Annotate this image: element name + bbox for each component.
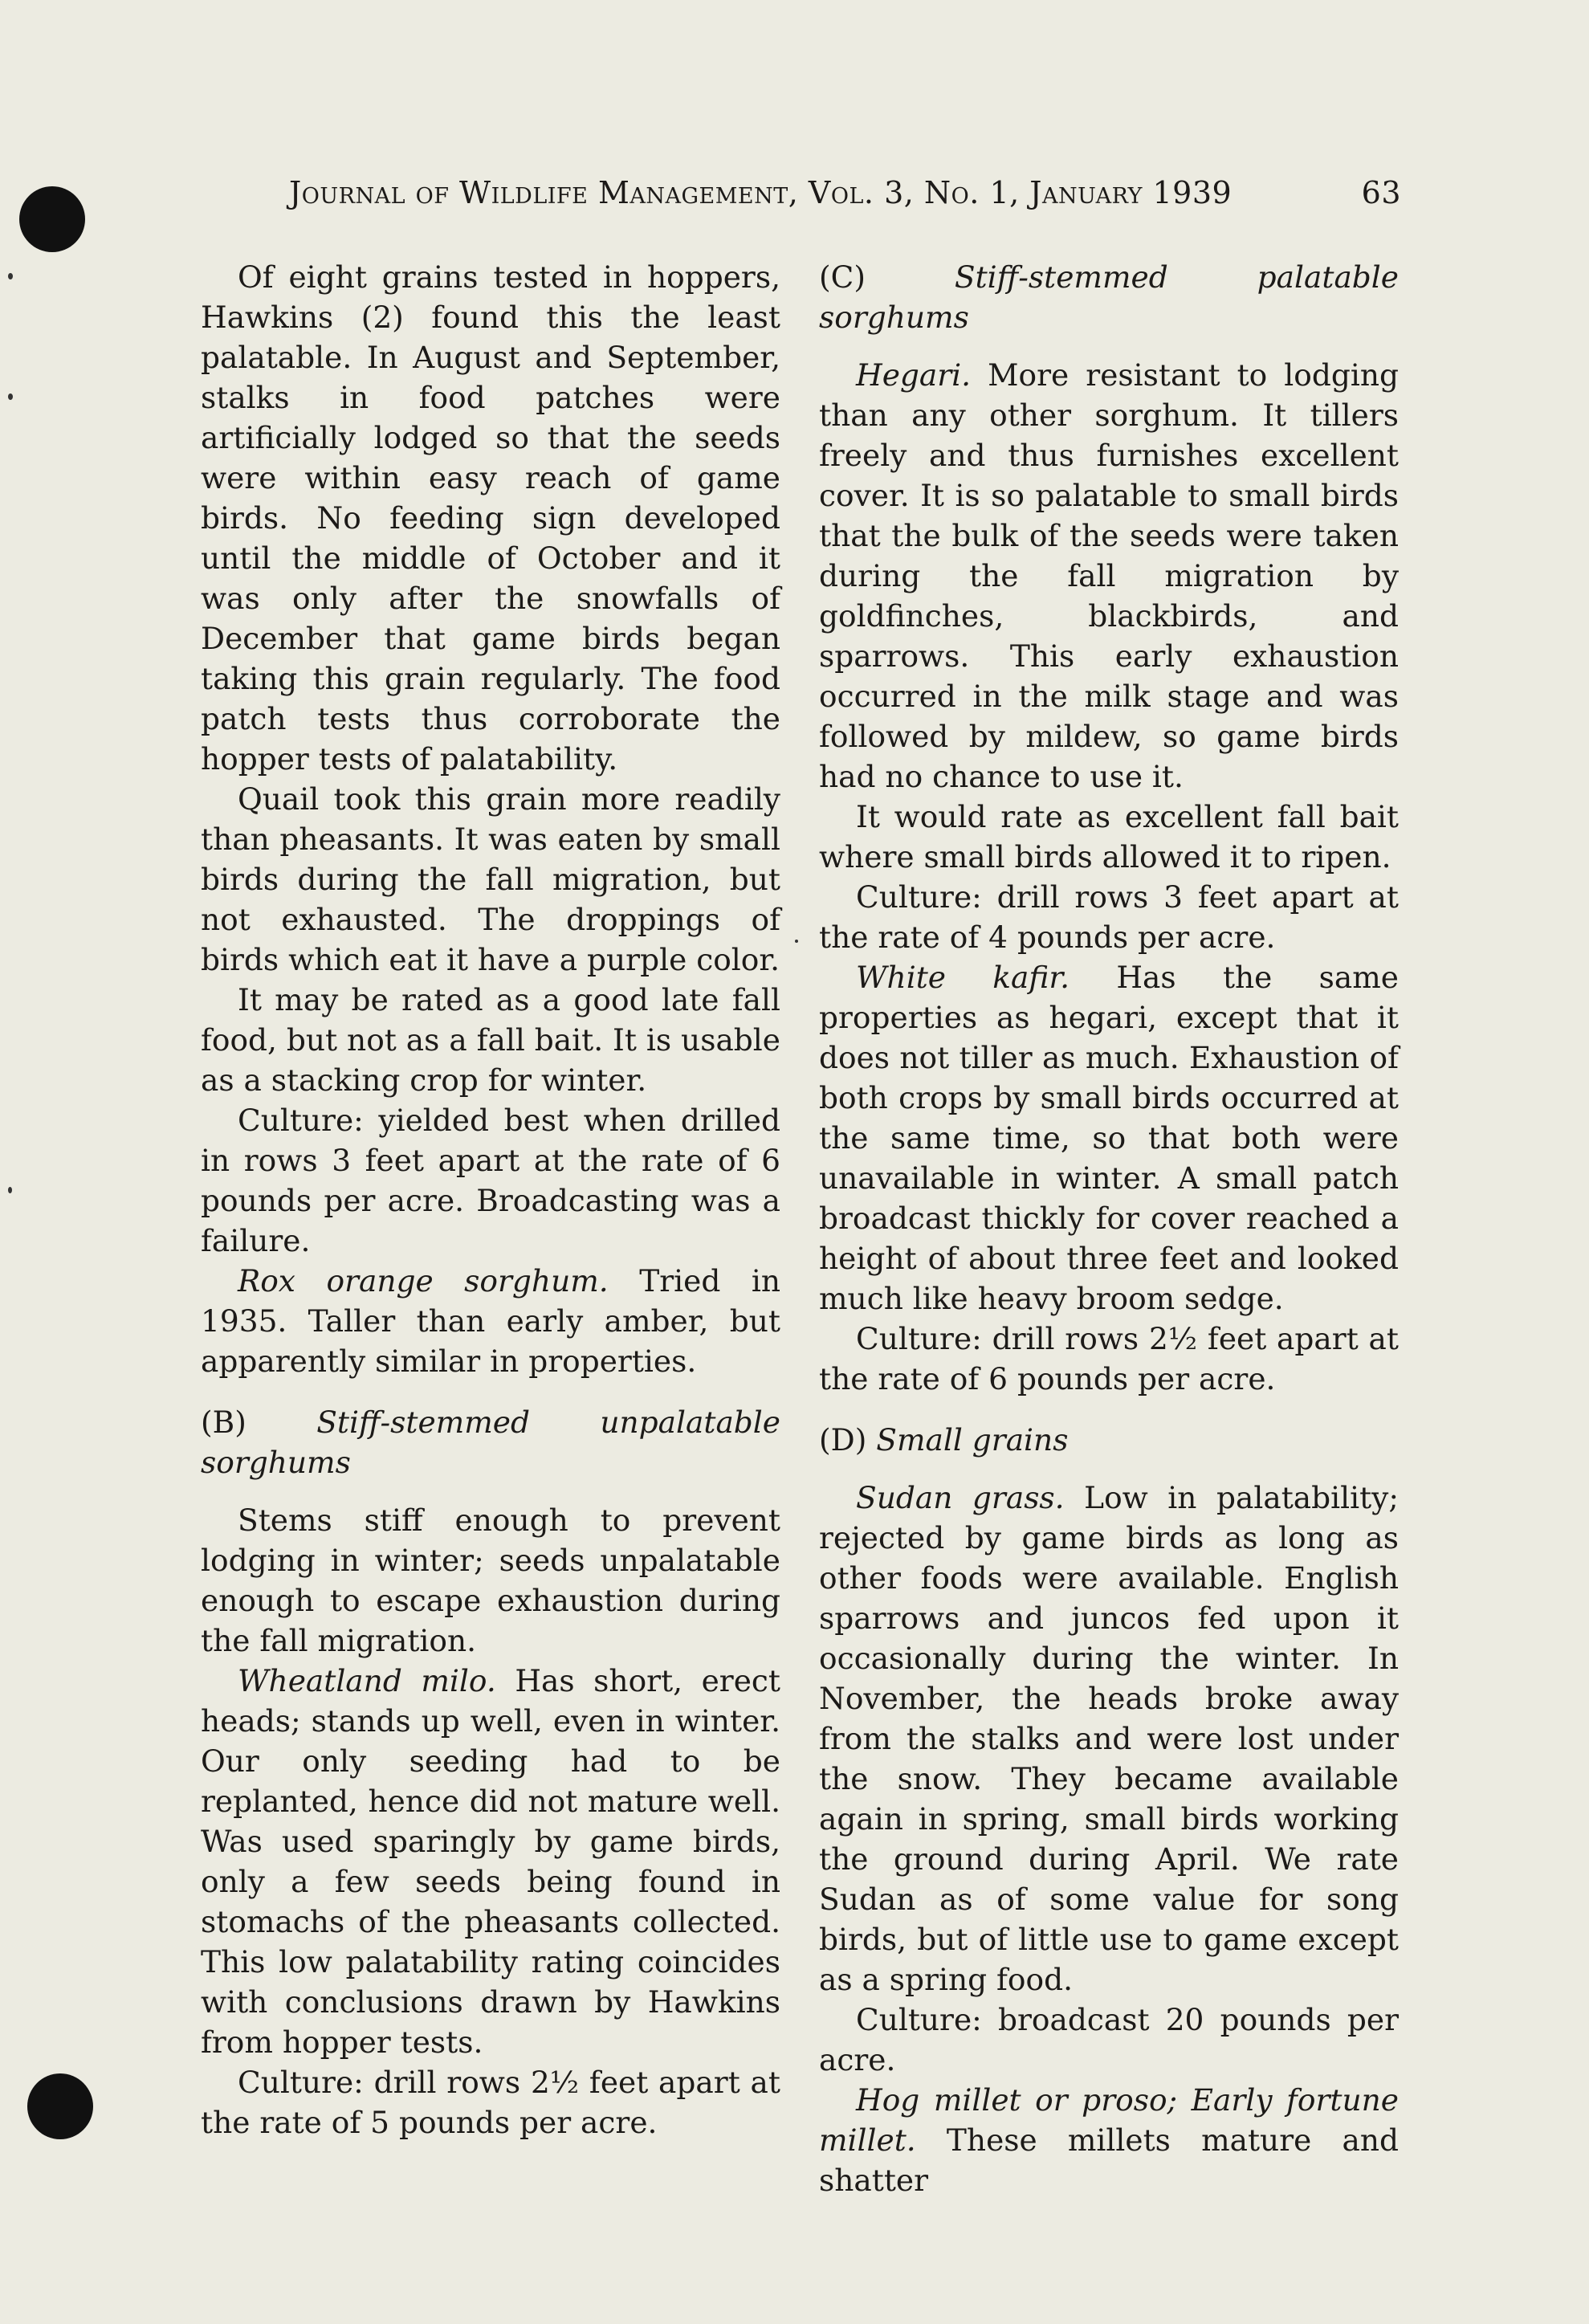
section-title: Stiff-stemmed palatable sorghums [819, 259, 1399, 335]
paragraph [819, 1478, 1399, 2000]
section-title: Small grains [876, 1422, 1069, 1458]
punch-hole-top [19, 186, 85, 252]
paragraph: It would rate as excellent fall bait where small birds allowed it to ripen. [819, 799, 1399, 875]
section-label: (B) [201, 1405, 246, 1440]
running-head [289, 175, 1401, 210]
paragraph: Culture: drill rows 2½ feet apart at the rate of 5 pounds per acre. [201, 2065, 780, 2140]
crop-name: Hog millet or proso; Early fortune millet. [819, 2082, 1399, 2158]
punch-hole-bottom [27, 2073, 93, 2139]
paragraph-text: These millets mature and shatter [819, 2122, 1400, 2198]
right-column [819, 257, 1399, 2200]
paragraph-text: Low in palatability; rejected by game birds as long as other foods were available. English sparrows and juncos fed upon it occasionally during the winter. In November, the heads broke away from the stalks and were lost under the snow. They became available again in spring, small birds working the ground during April. We rate Sudan as of some value for song birds, but of little use to game except as a spring food. [819, 1480, 1400, 1997]
paragraph: It may be rated as a good late fall food, but not as a fall bait. It is usable as a stacking crop for winter. [201, 982, 780, 1098]
speck [8, 1187, 12, 1193]
section-title: Stiff-stemmed unpalatable sorghums [201, 1405, 780, 1480]
paragraph: Culture: yielded best when drilled in rows 3 feet apart at the rate of 6 pounds per acre. Broadcasting was a failure. [201, 1103, 780, 1258]
speck [8, 273, 13, 279]
section-heading-d [819, 1420, 1399, 1460]
paragraph: Of eight grains tested in hoppers, Hawkins (2) found this the least palatable. In August and September, stalks in food patches were artificially lodged so that the seeds were within easy reach of game birds. No feeding sign developed until the middle of October and it was only after the snowfalls of December that game birds began taking this grain regularly. The food patch tests thus corroborate the hopper tests of palatability. [201, 259, 780, 777]
crop-name: White kafir. [856, 960, 1070, 995]
section-heading-b [201, 1402, 780, 1482]
paragraph [201, 1261, 780, 1381]
section-label: (C) [819, 259, 866, 295]
paragraph-text: Has short, erect heads; stands up well, even in winter. Our only seeding had to be replanted, hence did not mature well. Was used sparingly by game birds, only a few seeds being found in stomachs of the pheasants collected. This low palatability rating coincides with conclusions drawn by Hawkins from hopper tests. [201, 1663, 781, 2060]
crop-name: Rox orange sorghum. [238, 1263, 609, 1299]
speck [795, 940, 798, 943]
journal-title: Journal of Wildlife Management, Vol. 3, No. 1, January 1939 [289, 175, 1232, 210]
paragraph: Culture: drill rows 3 feet apart at the rate of 4 pounds per acre. [819, 879, 1399, 955]
paragraph: Stems stiff enough to prevent lodging in winter; seeds unpalatable enough to escape exhaustion during the fall migration. [201, 1502, 780, 1658]
page-number: 63 [1361, 175, 1401, 210]
paragraph [201, 1661, 780, 2062]
crop-name: Sudan grass. [856, 1480, 1065, 1515]
paragraph: Culture: broadcast 20 pounds per acre. [819, 2002, 1399, 2077]
paragraph [819, 957, 1399, 1319]
paragraph: Quail took this grain more readily than pheasants. It was eaten by small birds during the fall migration, but not exhausted. The droppings of birds which eat it have a purple color. [201, 781, 780, 977]
paragraph: Culture: drill rows 2½ feet apart at the rate of 6 pounds per acre. [819, 1321, 1399, 1396]
speck [8, 393, 13, 400]
paragraph-text: More resistant to lodging than any other sorghum. It tillers freely and thus furnishes excellent cover. It is so palatable to small birds that the bulk of the seeds were taken during the fall migration by goldfinches, blackbirds, and sparrows. This early exhaustion occurred in the milk stage and was followed by mildew, so game birds had no chance to use it. [819, 357, 1399, 794]
crop-name: Wheatland milo. [238, 1663, 496, 1698]
paragraph-text: Tried in 1935. Taller than early amber, but apparently similar in properties. [201, 1263, 781, 1379]
left-column [201, 257, 780, 2143]
crop-name: Hegari. [856, 357, 972, 393]
section-label: (D) [819, 1422, 867, 1458]
section-heading-c [819, 257, 1399, 337]
paragraph-text: Has the same properties as hegari, except that it does not tiller as much. Exhaustion of both crops by small birds occurred at the same time, so that both were unavailable in winter. A small patch broadcast thickly for cover reached a height of about three feet and looked much like heavy broom sedge. [819, 960, 1399, 1316]
paragraph [819, 2080, 1399, 2200]
paragraph [819, 355, 1399, 797]
